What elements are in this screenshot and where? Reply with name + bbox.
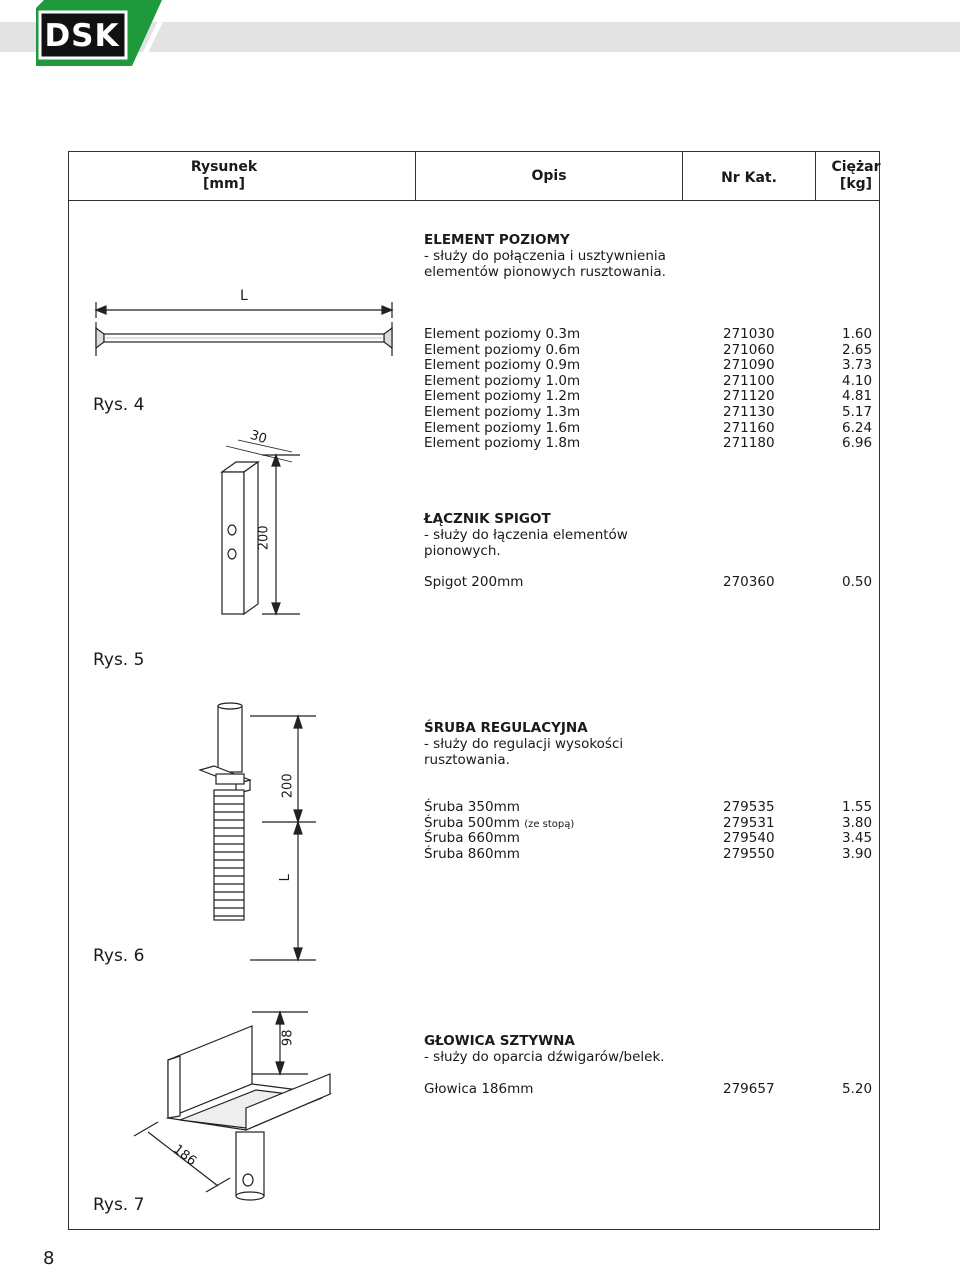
dim-label-186: 186: [170, 1142, 199, 1170]
weights: [842, 327, 872, 452]
dim-label-200: 200: [256, 525, 272, 551]
weight-value: 3.90: [842, 845, 873, 862]
weight-value: 6.24: [842, 419, 873, 436]
weight-value: 5.20: [842, 1081, 873, 1097]
item-name: Element poziomy 0.6m: [424, 341, 581, 358]
item-name: Śruba 860mm: [424, 845, 520, 862]
section-description: - służy do połączenia i usztywnienia elementów pionowych rusztowania.: [424, 248, 666, 280]
weight-value: 4.81: [842, 388, 873, 405]
item-name: Głowica 186mm: [424, 1081, 534, 1097]
dim-label-30: 30: [248, 427, 269, 448]
catalog-number: 279540: [723, 830, 775, 847]
catalog-number: 271030: [723, 326, 775, 342]
item-name: Śruba 660mm: [424, 830, 520, 847]
section-title: GŁOWICA SZTYWNA: [424, 1033, 575, 1049]
item-name: Element poziomy 0.3m: [424, 326, 581, 342]
weight-value: 3.73: [842, 357, 873, 374]
weight-value: 4.10: [842, 372, 873, 389]
weight-value: 2.65: [842, 341, 873, 358]
dim-label-L: L: [240, 288, 248, 304]
item-name: Element poziomy 0.9m: [424, 357, 581, 374]
header-drawing: Rysunek [mm]: [190, 159, 258, 192]
section-title: ŁĄCZNIK SPIGOT: [424, 511, 551, 527]
section-description: - służy do łączenia elementów pionowych.: [424, 527, 628, 559]
header-description: Opis: [531, 168, 567, 184]
weight-value: 5.17: [842, 403, 873, 420]
weight-value: 1.60: [842, 326, 873, 342]
catalog-number: 279531: [723, 814, 775, 831]
page-number: 8: [43, 1248, 55, 1269]
catalog-number: 279535: [723, 799, 775, 815]
header-catalog-no: Nr Kat.: [721, 170, 777, 186]
figure-label-rys-6: Rys. 6: [93, 946, 145, 966]
catalog-number: 271130: [723, 403, 775, 420]
item-name: Spigot 200mm: [424, 574, 524, 590]
catalog-number: 271100: [723, 372, 775, 389]
section-description: - służy do oparcia dźwigarów/belek.: [424, 1049, 665, 1065]
section-title: ELEMENT POZIOMY: [424, 232, 570, 248]
dim-label-L: L: [277, 874, 293, 882]
logo-text: DSK: [44, 18, 120, 54]
catalog-number: 271090: [723, 357, 775, 374]
catalog-number: 270360: [723, 574, 775, 590]
catalog-number: 271180: [723, 435, 775, 452]
section-description: - służy do regulacji wysokości rusztowania.: [424, 736, 624, 768]
item-name: Element poziomy 1.0m: [424, 372, 581, 389]
item-name: Śruba 350mm: [424, 799, 520, 815]
item-names: [424, 800, 574, 862]
figure-label-rys-7: Rys. 7: [93, 1195, 145, 1215]
item-name: Element poziomy 1.8m: [424, 435, 581, 452]
weight-value: 3.80: [842, 814, 873, 831]
weight-value: 3.45: [842, 830, 873, 847]
item-name: Element poziomy 1.2m: [424, 388, 581, 405]
catalog-number: 271060: [723, 341, 775, 358]
item-name: Element poziomy 1.3m: [424, 403, 581, 420]
item-name: Śruba 500mm (ze stopą): [424, 814, 575, 831]
catalog-number: 271120: [723, 388, 775, 405]
figure-label-rys-4: Rys. 4: [93, 395, 145, 415]
dim-label-200: 200: [280, 773, 296, 799]
item-note: (ze stopą): [524, 818, 575, 830]
catalog-number: 279550: [723, 845, 775, 862]
catalog-numbers: [723, 800, 775, 862]
catalog-number: 271160: [723, 419, 775, 436]
weight-value: 6.96: [842, 435, 873, 452]
figure-label-rys-5: Rys. 5: [93, 650, 145, 670]
item-names: [424, 327, 580, 452]
item-name: Element poziomy 1.6m: [424, 419, 581, 436]
catalog-numbers: [723, 327, 775, 452]
dim-label-98: 98: [280, 1029, 296, 1047]
weight-value: 0.50: [842, 574, 873, 590]
header-weight: Ciężar [kg]: [831, 159, 881, 192]
catalog-number: 279657: [723, 1081, 775, 1097]
weights: [842, 800, 872, 862]
section-title: ŚRUBA REGULACYJNA: [424, 720, 588, 736]
weight-value: 1.55: [842, 799, 873, 815]
